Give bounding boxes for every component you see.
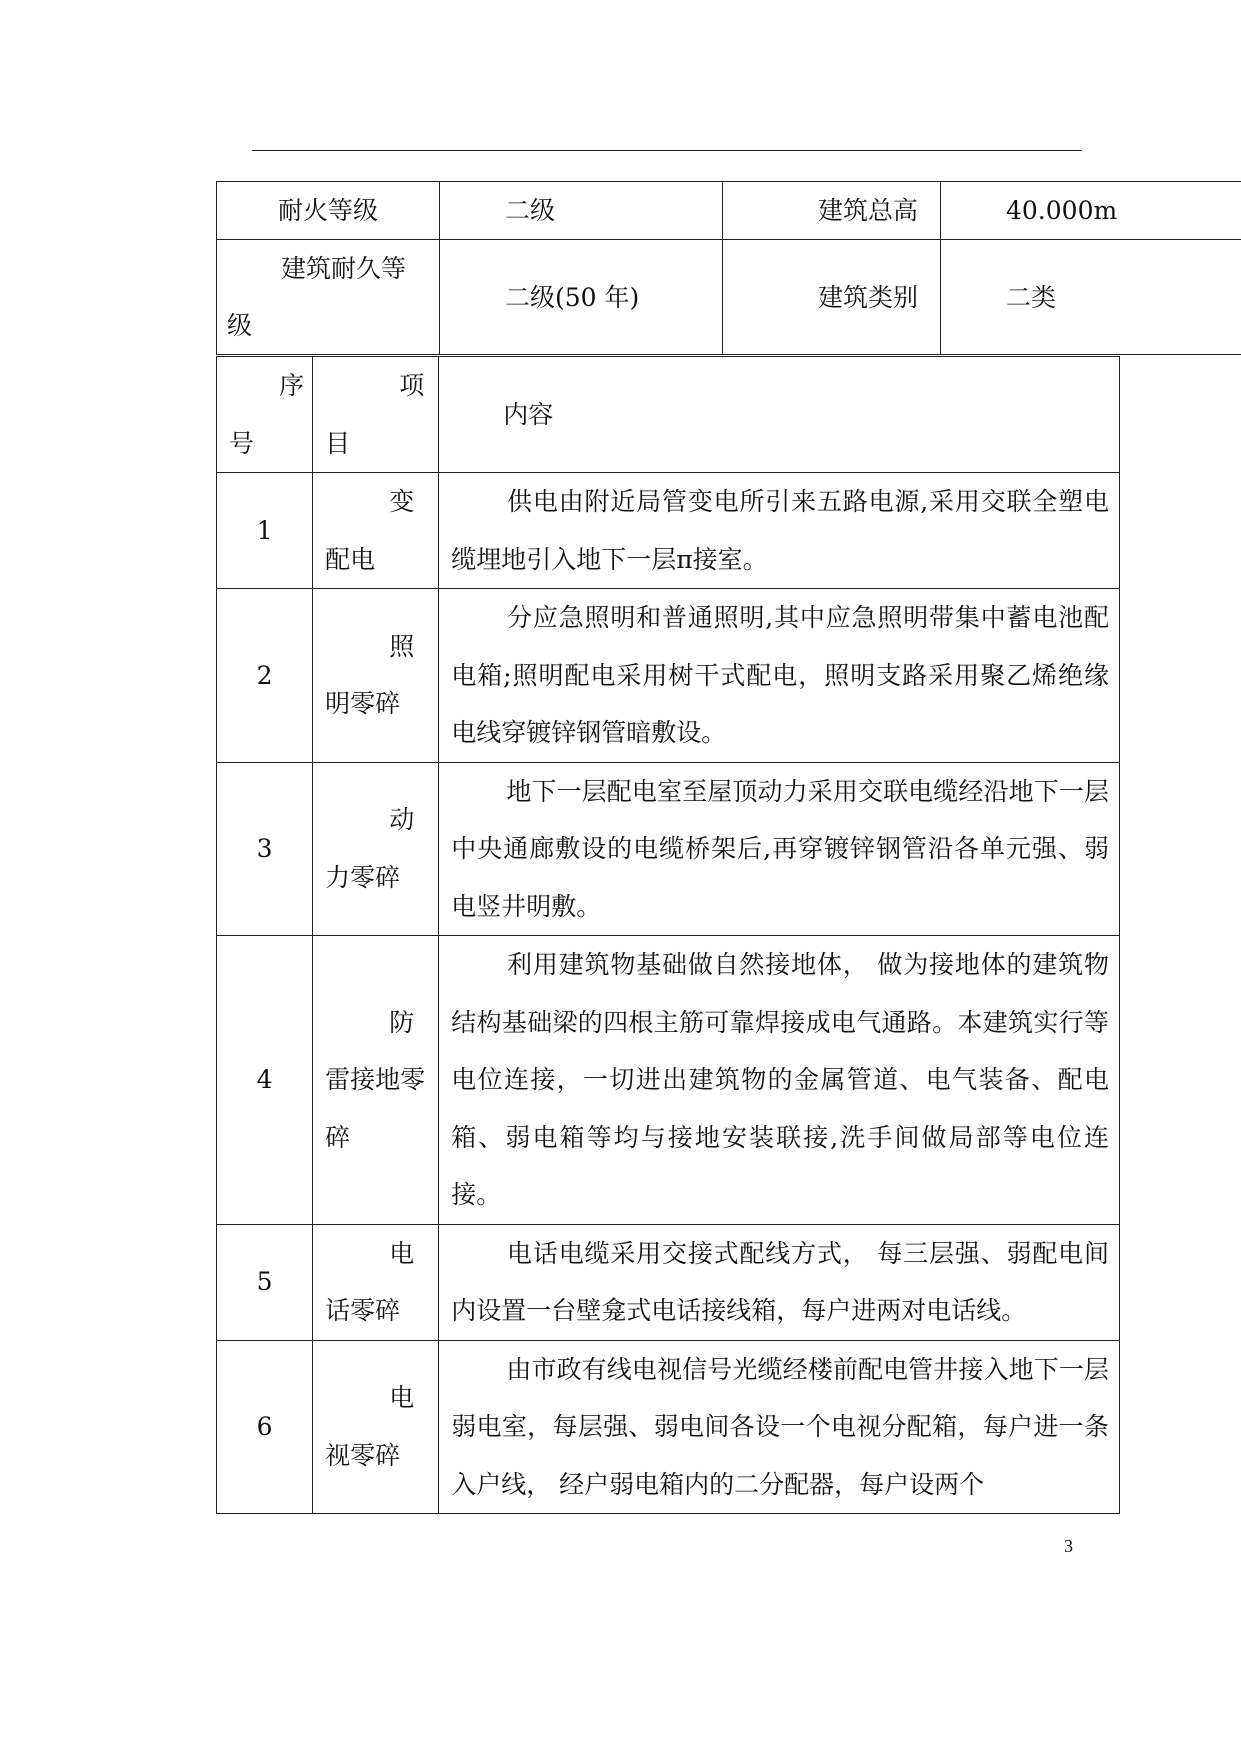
table-row (217, 473, 1120, 589)
row-content (439, 936, 1120, 1225)
row-content (439, 589, 1120, 763)
row-content-text: 地下一层配电室至屋顶动力采用交联电缆经沿地下一层中央通廊敷设的电缆桥架后,再穿镀锌钢管沿各单元强、弱电竖井明敷。 (451, 776, 1109, 921)
row-item-first: 变 (389, 487, 415, 516)
row-number: 3 (217, 762, 313, 936)
table-row (217, 762, 1120, 936)
row-item-rest: 力零碎 (325, 862, 401, 892)
row-number: 6 (217, 1340, 313, 1514)
building-category-label: 建筑类别 (723, 240, 941, 355)
row-number: 2 (217, 589, 313, 763)
systems-table (216, 356, 1120, 1514)
row-item (313, 1340, 439, 1514)
page-number: 3 (1064, 1536, 1073, 1556)
table-header-row (217, 357, 1120, 473)
row-item-rest: 视零碎 (325, 1440, 401, 1470)
building-height-label: 建筑总高 (723, 182, 941, 240)
durability-value: 二级(50 年) (440, 240, 723, 355)
durability-label (217, 240, 440, 355)
durability-label-line1: 建筑耐久等 (281, 254, 407, 283)
column-header-content: 内容 (439, 357, 1120, 473)
table-row (217, 1340, 1120, 1514)
table-row (217, 240, 1241, 355)
row-item (313, 1224, 439, 1340)
row-number: 4 (217, 936, 313, 1225)
fire-rating-label: 耐火等级 (217, 182, 440, 240)
row-content-text: 利用建筑物基础做自然接地体， 做为接地体的建筑物结构基础梁的四根主筋可靠焊接成电气通路。本建筑实行等电位连接，一切进出建筑物的金属管道、电气装备、配电箱、弱电箱等均与接地安装联接,洗手间做局部等电位连接。 (451, 950, 1109, 1209)
durability-label-line2: 级 (227, 311, 253, 340)
column-header-no (217, 357, 313, 473)
table-row (217, 1224, 1120, 1340)
building-info-table (216, 181, 1241, 355)
row-content (439, 473, 1120, 589)
building-category-value: 二类 (941, 240, 1241, 355)
header-item-line2: 目 (325, 428, 351, 458)
row-item-first: 防 (389, 1007, 415, 1037)
header-rule (252, 150, 1082, 151)
row-content (439, 1340, 1120, 1514)
row-content (439, 1224, 1120, 1340)
header-item-line1: 项 (399, 371, 425, 400)
row-content (439, 762, 1120, 936)
header-no-line1: 序 (279, 371, 305, 400)
row-item-first: 照 (389, 631, 415, 661)
row-item-first: 电 (389, 1238, 415, 1268)
row-item-rest: 雷接地零碎 (325, 1065, 426, 1152)
building-height-value: 40.000m (941, 182, 1241, 240)
header-no-line2: 号 (229, 428, 255, 458)
row-number: 1 (217, 473, 313, 589)
row-content-text: 由市政有线电视信号光缆经楼前配电管井接入地下一层弱电室，每层强、弱电间各设一个电视分配箱，每户进一条入户线， 经户弱电箱内的二分配器，每户设两个 (451, 1354, 1109, 1499)
table-row (217, 182, 1241, 240)
row-item-rest: 明零碎 (325, 689, 401, 719)
row-item (313, 589, 439, 763)
row-item (313, 473, 439, 589)
row-item-rest: 配电 (325, 544, 376, 574)
table-row (217, 936, 1120, 1225)
row-content-text: 电话电缆采用交接式配线方式， 每三层强、弱配电间内设置一台壁龛式电话接线箱，每户进两对电话线。 (451, 1238, 1109, 1325)
row-content-text: 供电由附近局管变电所引来五路电源,采用交联全塑电缆埋地引入地下一层π接室。 (451, 487, 1109, 574)
row-item-first: 动 (389, 805, 415, 835)
row-item-rest: 话零碎 (325, 1296, 401, 1325)
row-item (313, 936, 439, 1225)
column-header-item (313, 357, 439, 473)
row-content-text: 分应急照明和普通照明,其中应急照明带集中蓄电池配电箱;照明配电采用树干式配电，照明支路采用聚乙烯绝缘电线穿镀锌钢管暗敷设。 (451, 603, 1109, 747)
row-item (313, 762, 439, 936)
fire-rating-value: 二级 (440, 182, 723, 240)
table-row (217, 589, 1120, 763)
row-item-first: 电 (389, 1383, 415, 1413)
row-number: 5 (217, 1224, 313, 1340)
